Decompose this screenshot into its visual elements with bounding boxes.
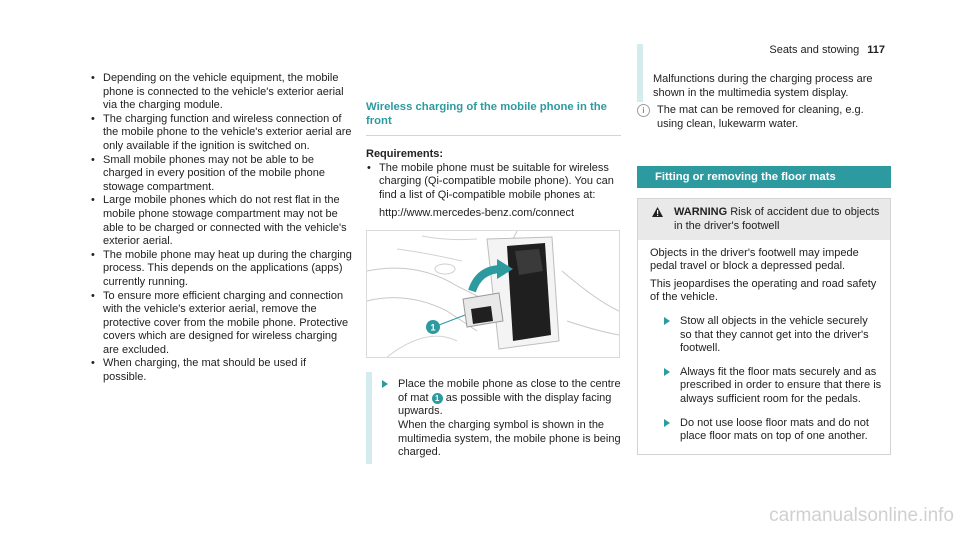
instruction-step: Do not use loose floor mats and do not place floor mats on top of one another. (664, 417, 882, 444)
step-arrow-icon (664, 317, 670, 325)
warning-box (637, 198, 891, 454)
heading-rule (366, 135, 621, 136)
requirements-label: Requirements: (366, 148, 444, 161)
list-item: • The mobile phone must be suitable for wireless charging (Qi-compatible mobile phone). You can find a list of Qi-compatible mobile phones at: (366, 162, 621, 203)
step-arrow-icon (664, 368, 670, 376)
malfunction-note: Malfunctions during the charging process are shown in the multimedia system display. (637, 44, 891, 102)
list-item: • Small mobile phones may not be able to be charged in every position of the mobile phone stowage compartment. (90, 154, 352, 195)
info-icon: i (637, 104, 650, 117)
warning-text: Risk of accident due to objects in the driver's footwell (674, 206, 880, 232)
instruction-step: Place the mobile phone as close to the centre of mat 1 as possible with the display facing upwards. When the charging symbol is shown in the multimedia system, the mobile phone is being charged. (382, 378, 621, 460)
section-name: Seats and stowing (769, 44, 860, 56)
warning-body (638, 240, 890, 454)
list-item: • When charging, the mat should be used if possible. (90, 357, 352, 384)
list-item: • Depending on the vehicle equipment, the mobile phone is connected to the vehicle's exterior aerial via the charging module. (90, 72, 352, 113)
center-console-illustration (366, 230, 620, 358)
list-item: • To ensure more efficient charging and connection with the vehicle's exterior aerial, remove the protective cover from the mobile phone. Protective covers which are designed for wireless charging are excluded. (90, 290, 352, 358)
column-middle (366, 101, 621, 464)
page-number: 117 (867, 44, 885, 56)
column-right (637, 72, 891, 455)
site-watermark: carmanualsonline.info (769, 505, 954, 526)
instruction-step: Always fit the floor mats securely and as prescribed in order to ensure that there is always sufficient room for the pedals. (664, 366, 882, 407)
step-arrow-icon (664, 419, 670, 427)
url-text: http://www.mercedes-benz.com/connect (379, 206, 575, 219)
callout-badge-icon: 1 (432, 393, 443, 404)
warning-paragraph: This jeopardises the operating and road safety of the vehicle. (650, 277, 877, 304)
list-item: • The charging function and wireless connection of the mobile phone to the vehicle's exterior aerial are only available if the ignition is switched on. (90, 113, 352, 154)
notes-list (90, 72, 352, 385)
column-left (90, 72, 352, 385)
warning-paragraph: Objects in the driver's footwell may impede pedal travel or block a depressed pedal. (650, 246, 859, 273)
section-title-bar: Fitting or removing the floor mats (637, 166, 891, 188)
callout-number: 1 (430, 322, 436, 333)
list-item: • The mobile phone may heat up during the charging process. This depends on the applications (apps) currently running. (90, 249, 352, 290)
instruction-step: Stow all objects in the vehicle securely so that they cannot get into the driver's footwell. (664, 315, 882, 356)
section-heading: Wireless charging of the mobile phone in the front (366, 101, 607, 127)
warning-label: WARNING (674, 206, 728, 219)
info-note: i The mat can be removed for cleaning, e.g. using clean, lukewarm water. (637, 104, 891, 131)
step-arrow-icon (382, 380, 388, 388)
instruction-block (366, 372, 621, 464)
warning-header (638, 199, 890, 239)
warning-triangle-icon (652, 207, 663, 217)
list-item: • Large mobile phones which do not rest flat in the mobile phone stowage compartment may not be able to be charged or connected with the vehicle's exterior aerial. (90, 194, 352, 248)
